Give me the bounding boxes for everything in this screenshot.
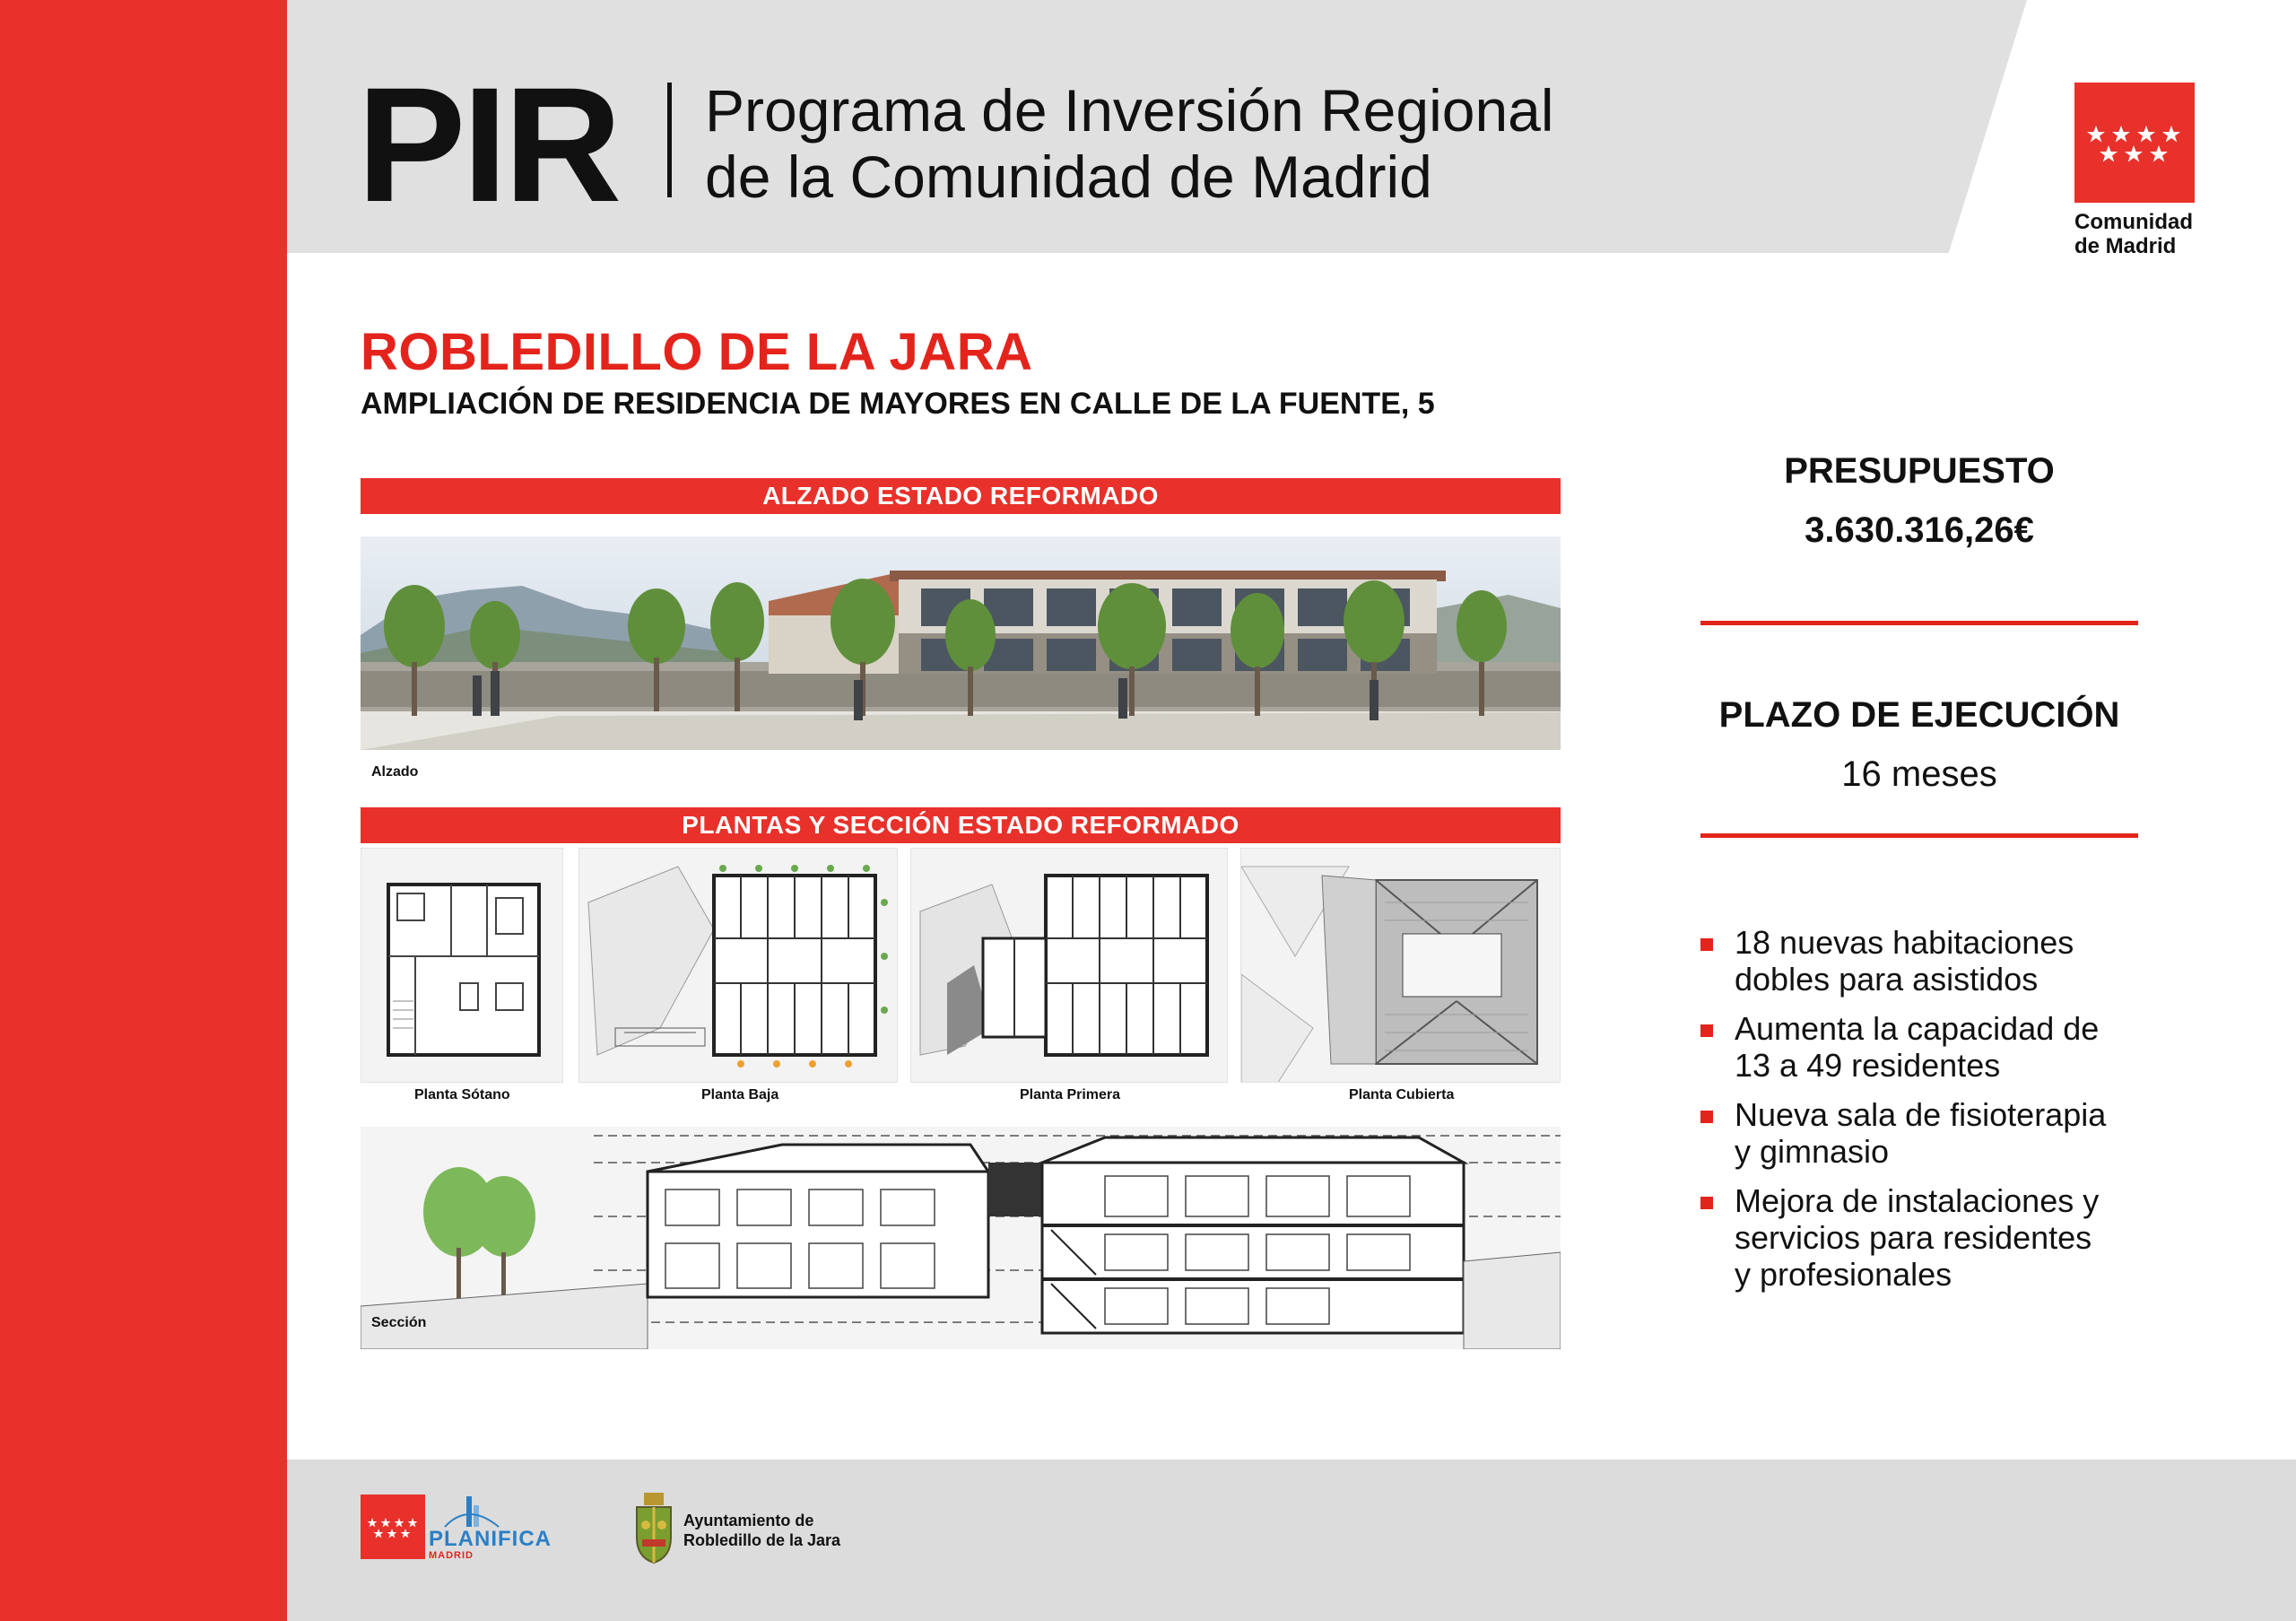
building-icon <box>427 1493 579 1529</box>
plan-basement-drawing <box>361 848 563 1083</box>
highlight-line: Nueva sala de fisioterapia <box>1735 1096 2107 1133</box>
plan-caption-ground: Planta Baja <box>701 1087 779 1102</box>
planifica-logo <box>427 1493 579 1561</box>
plan-caption-roof: Planta Cubierta <box>1349 1087 1455 1102</box>
program-title-line2: de la Comunidad de Madrid <box>705 144 1432 210</box>
highlight-item <box>1700 924 2167 998</box>
plan-roof-drawing <box>1240 848 1561 1083</box>
highlight-item <box>1700 1010 2167 1084</box>
highlight-line: 18 nuevas habitaciones <box>1735 924 2074 961</box>
budget-block <box>1700 450 2138 551</box>
program-title-line1: Programa de Inversión Regional <box>705 77 1554 144</box>
planifica-wordmark: PLANIFICA <box>429 1527 552 1551</box>
divider-rule-1 <box>1700 621 2138 625</box>
highlight-line: 13 a 49 residentes <box>1735 1047 2001 1084</box>
ayuntamiento-line1: Ayuntamiento de <box>683 1512 814 1529</box>
elevation-render-image <box>361 536 1561 750</box>
highlight-line: dobles para asistidos <box>1735 961 2039 998</box>
elevation-caption: Alzado <box>371 764 419 780</box>
plan-first-floor-drawing <box>910 848 1228 1083</box>
deadline-label: PLAZO DE EJECUCIÓN <box>1718 695 2120 735</box>
highlight-item <box>1700 1182 2167 1293</box>
header-divider <box>667 83 672 197</box>
planifica-subtitle: MADRID <box>429 1550 474 1561</box>
highlight-line: y gimnasio <box>1735 1133 1890 1170</box>
plans-section-title: PLANTAS Y SECCIÓN ESTADO REFORMADO <box>361 807 1561 843</box>
footer-comunidad-logo <box>361 1495 425 1559</box>
comunidad-madrid-logo <box>2074 83 2195 203</box>
bullet-square-icon <box>1700 938 1713 951</box>
left-red-strip <box>0 0 287 1621</box>
budget-value: 3.630.316,26€ <box>1805 510 2034 550</box>
deadline-block <box>1700 694 2138 795</box>
deadline-value: 16 meses <box>1841 754 1997 794</box>
section-drawing <box>361 1127 1561 1349</box>
divider-rule-2 <box>1700 833 2138 838</box>
bullet-square-icon <box>1700 1197 1713 1209</box>
stars-icon <box>2074 83 2195 203</box>
comunidad-madrid-wordmark <box>2074 210 2193 258</box>
highlight-line: y profesionales <box>1735 1256 1952 1293</box>
highlight-line: Mejora de instalaciones y <box>1735 1182 2100 1219</box>
plan-ground-drawing <box>578 848 898 1083</box>
highlight-line: Aumenta la capacidad de <box>1735 1010 2100 1047</box>
stars-icon <box>361 1495 425 1559</box>
budget-label: PRESUPUESTO <box>1784 451 2055 491</box>
section-caption: Sección <box>371 1315 427 1330</box>
project-description: AMPLIACIÓN DE RESIDENCIA DE MAYORES EN CALLE DE LA FUENTE, 5 <box>361 387 1435 421</box>
footer-band <box>287 1460 2296 1621</box>
bullet-square-icon <box>1700 1024 1713 1037</box>
highlight-item <box>1700 1096 2167 1170</box>
elevation-section-title: ALZADO ESTADO REFORMADO <box>361 478 1561 514</box>
plan-caption-basement: Planta Sótano <box>414 1087 510 1102</box>
wordmark-line2: de Madrid <box>2074 234 2177 258</box>
program-title <box>705 77 1692 210</box>
coat-of-arms-icon <box>633 1493 674 1564</box>
wordmark-line1: Comunidad <box>2074 210 2193 234</box>
pir-logo: PIR <box>357 53 619 236</box>
ayuntamiento-line2: Robledillo de la Jara <box>683 1531 841 1549</box>
highlight-line: servicios para residentes <box>1735 1219 2092 1256</box>
highlights-list <box>1700 924 2167 1305</box>
ayuntamiento-wordmark <box>683 1511 840 1550</box>
plan-caption-first: Planta Primera <box>1020 1087 1121 1102</box>
municipality-title: ROBLEDILLO DE LA JARA <box>361 323 1033 381</box>
bullet-square-icon <box>1700 1111 1713 1123</box>
